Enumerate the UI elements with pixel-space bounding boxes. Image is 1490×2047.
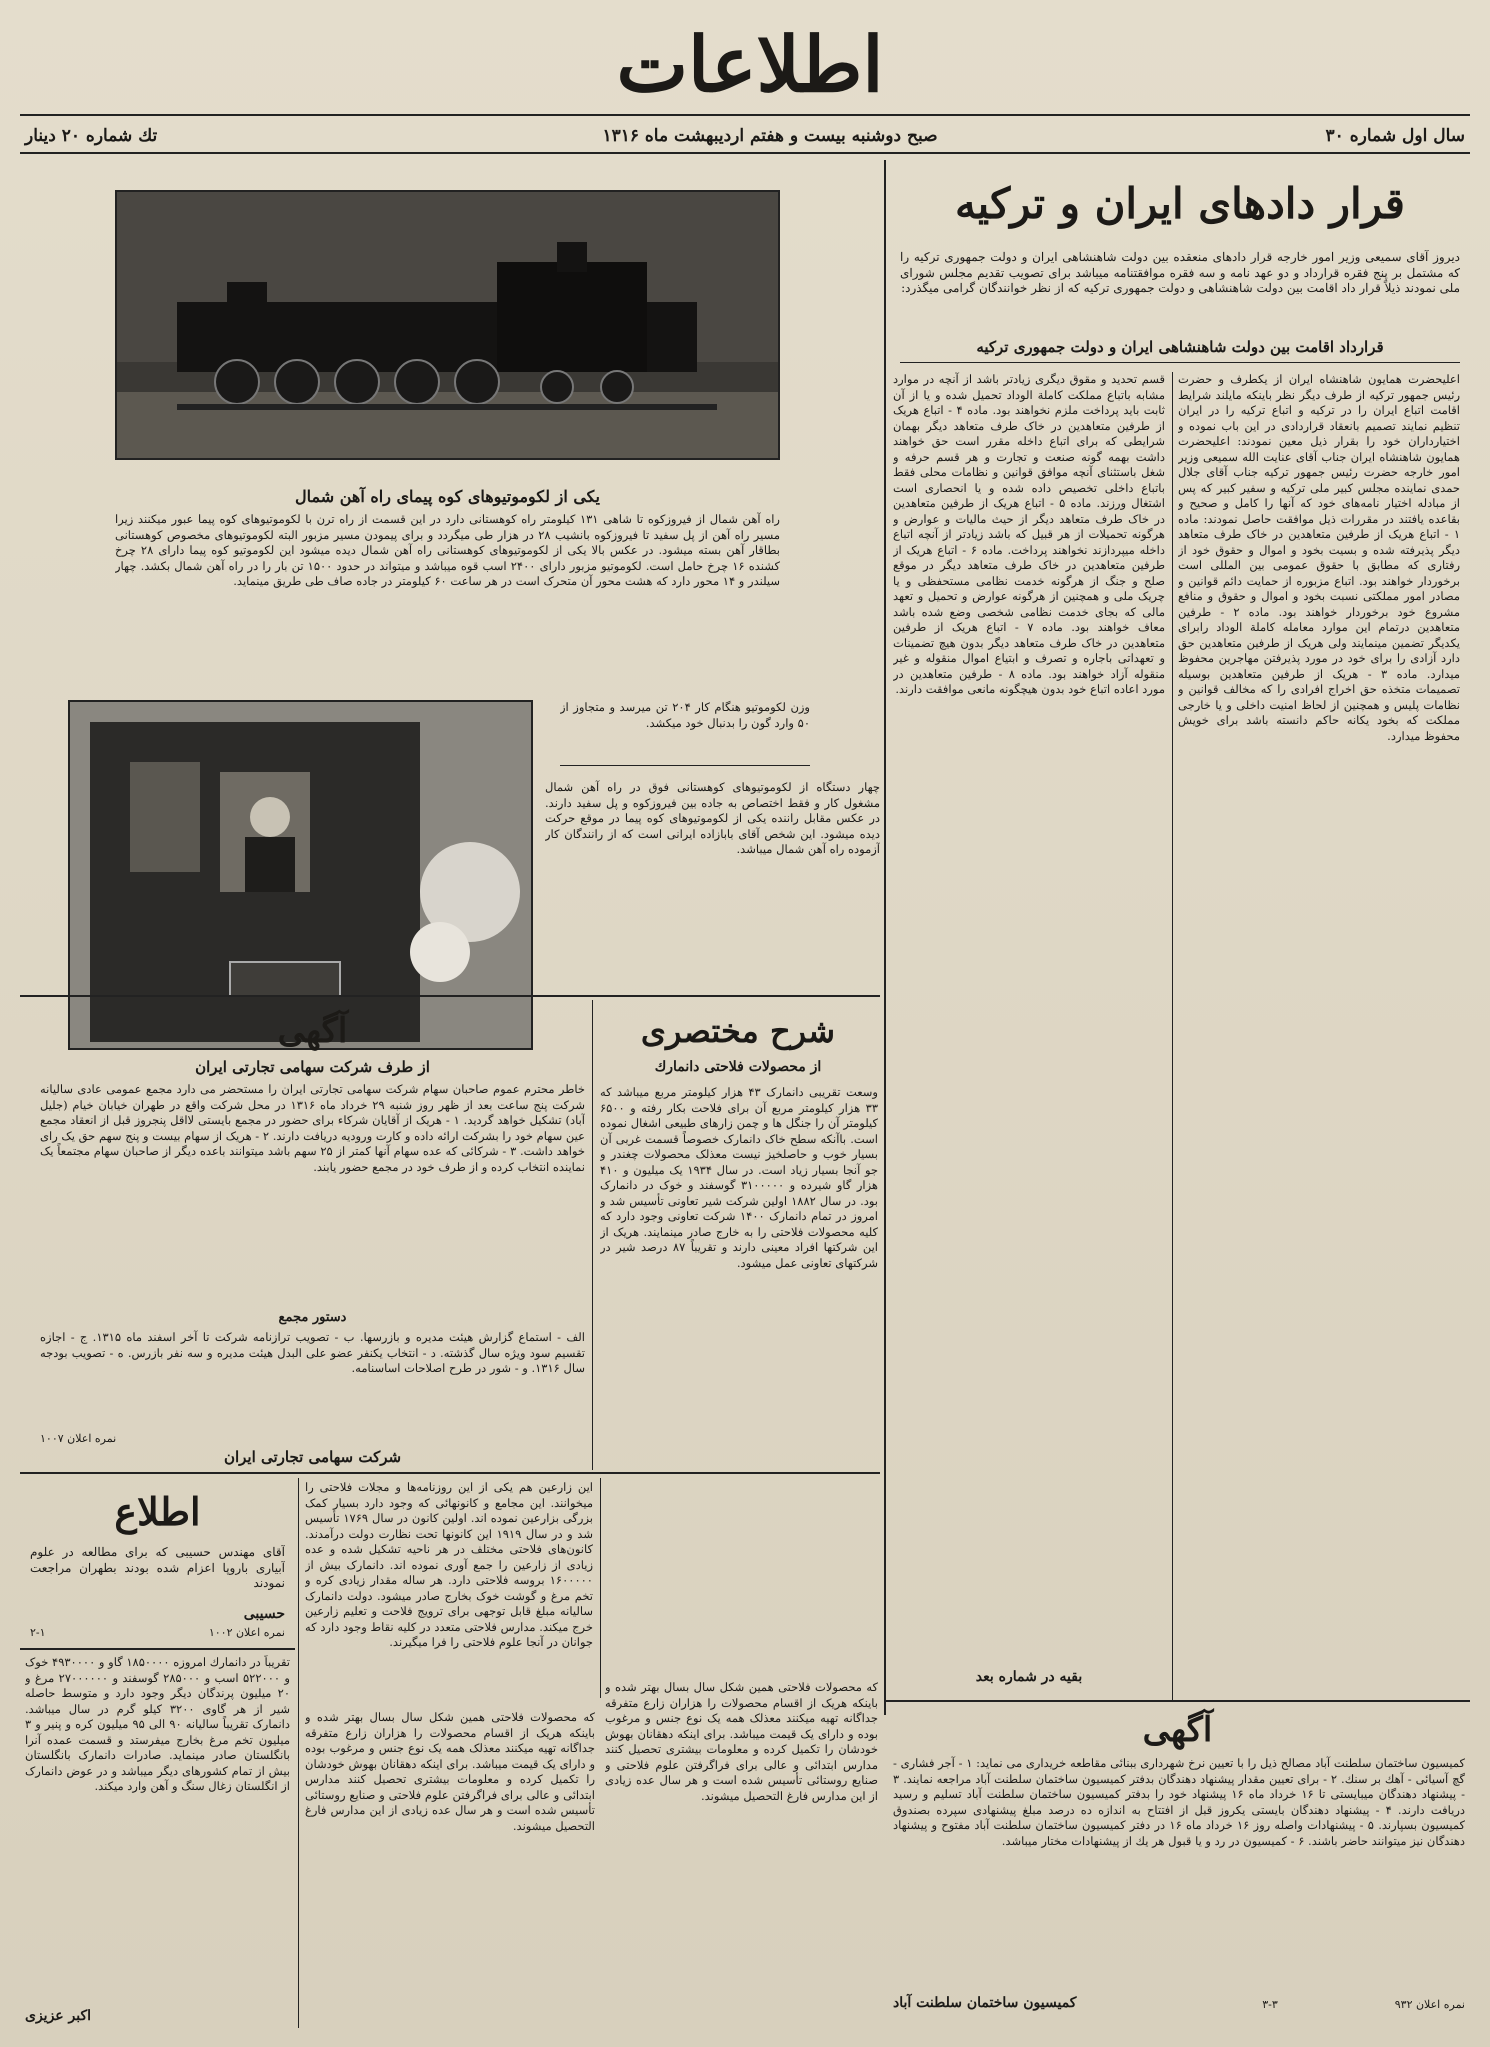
- notice2-code: ۲-۱: [30, 1626, 46, 1639]
- notice2-headline: اطلاع: [114, 1489, 201, 1534]
- notice1-agenda: الف - استماع گزارش هیئت مدیره و بازرسها. ب - تصویب ترازنامه شرکت تا آخر اسفند ماه ۱۳۱۵. ج - اجازه تقسیم سود ویژه سال گذشته. د - انتخاب یکنفر عضو علی البدل هیئت مدیره و سه نفر بازرس. ه - تصویب بودجه سال ۱۳۱۶. و - شور در طرح اصلاحات اساسنامه.: [40, 1330, 585, 1375]
- notice1-signature: شرکت سهامی تجارتی ایران: [223, 1448, 402, 1466]
- lower-section-rule: [20, 1472, 880, 1474]
- danish-author: اکبر عزیزی: [25, 2008, 92, 2024]
- masthead-rule: [20, 114, 1470, 116]
- locomotive-illustration: [117, 192, 780, 460]
- locomotive-side-text: چهار دستگاه از لکوموتیوهای کوهستانی فوق در راه آهن شمال مشغول کار و فقط اختصاص به جاده بین فیروزکوه و پل سفید دارند. در عکس مقابل راننده یکی از لکوموتیوهای کوه پیما در موقع حرکت دیده میشود. این شخص آقای بابازاده ایرانی است که از رانندگان کار آزموده راه آهن شمال میباشد.: [545, 780, 880, 856]
- notice1-agenda-title: دستور مجمع: [278, 1310, 347, 1325]
- danish-cont: این زارعین هم یکی از این روزنامه‌ها و مجلات فلاحتی را میخوانند. این مجامع و کانونهائی که وجود دارد بسیار کمک بزرگی بزارعین نموده اند. اولین کانون در سال ۱۷۶۹ تأسیس شد و در سال ۱۹۱۹ این کانونها تحت نظارت دولت درآمدند. کانون‌های فلاحتی مختلف در هر ناحیه تشکیل شده و عده زیادی از زارعین را جمع آوری نموده اند. دانمارک بیش از ۱۶۰۰۰۰۰ بروسه فلاحتی دارد. هر ساله مقدار زیادی کره و تخم مرغ و گوشت خوک بخارج صادر میشود. دولت دانمارک سالیانه مبلغ قابل توجهی برای ترویج فلاحت و تعلیم زارعین خرج میکند. مدارس فلاحتی متعدد در کلیه نقاط وجود دارد که جوانان در آنجا علوم فلاحتی را فرا میگیرند.: [305, 1480, 593, 1649]
- notice1-body: خاطر محترم عموم صاحبان سهام شرکت سهامی تجارتی ایران را مستحضر می دارد مجمع عمومی عادی سالیانه شرکت پنج ساعت بعد از ظهر روز شنبه ۲۹ خرداد ماه ۱۳۱۶ در محل شرکت واقع در طهران خیابان خیام (جلیل آباد) تشکیل خواهد گردید. ۱ - هریک از آقایان شرکاء برای حضور در مجمع بایستی لااقل پنجروز قبل از انعقاد مجمع عین سهام خود را بشرکت ارائه داده و کارت ورودیه دریافت دارند. ۲ - هریک از سهام بیست و پنج سهم حق یک رای خواهد داشت. ۳ - شرکائی که عده سهام آنها کمتر از ۲۵ سهم باشد میتوانند باعده دیگر از صاحبان سهام مجتمعاً یک نماینده انتخاب کرده و از طرف خود در مجمع حضور یابند.: [40, 1082, 585, 1174]
- treaty-headline: قرار دادهای ایران و ترکیه: [955, 179, 1405, 228]
- driver-illustration: [70, 702, 533, 1050]
- locomotive-photo: [115, 190, 780, 460]
- danish-divider: [592, 1000, 593, 1470]
- column-divider: [884, 160, 886, 1715]
- treaty-column-2: قسم تحدید و مقوق دیگری زیادتر باشد از آنچه در موارد مشابه باتباع مملکت کاملة الوداد تحمیل شده و یا از آن ثابت باید پرداخت ملزم نخواهند بود. ماده ۴ - اتباع هریک از طرفین متعاهدین در خاک طرف متعاهد دیگر بهمان شرایطی که برای اتباع داخله مقرر است حق خواهند داشت بهمه گونه صنعت و تجارت و هر قسم حرفه و شغل باستثنای آنچه موافق قوانین و نظامات محلی فقط باتباع داخلی تخصیص داده شده و یا انحصاری است اشتغال ورزند. ماده ۵ - اتباع هریک از طرفین متعاهدین در خاک طرف متعاهد دیگر از حیث مالیات و عوارض و هرگونه تحمیلات از هر قبیل که باشد زیادتر از آنچه اتباع داخله میپردازند نخواهند پرداخت. ماده ۶ - اتباع هریک از طرفین متعاهدین در خاک طرف متعاهد دیگر در موقع صلح و جنگ از هرگونه خدمت نظامی مستحفظی و یا چریک ملی و همچنین از هرگونه عوارض و تحمیل و تعهد مالی که بجای خدمت نظامی شخصی وضع شده باشد معاف خواهند بود. ماده ۷ - اتباع هریک از طرفین متعاهدین در خاک طرف متعاهد دیگر بدون هیچ تضمینات و تعهداتی باجاره و تصرف و ابتیاع اموال منقوله و غیر منقوله آزاد خواهند بود. ماده ۸ - طرفین متعاهدین در مورد اعاده اتباع خود بدون هیچگونه مانعی موافقت دارند.: [893, 372, 1165, 696]
- notice2-number: نمره اعلان ۱۰۰۲: [208, 1626, 285, 1639]
- notice3-code: ۳-۳: [1262, 1998, 1278, 2011]
- weight-rule: [560, 765, 810, 766]
- masthead-title: اطلاعات: [616, 20, 884, 109]
- notice3-body: کمیسیون ساختمان سلطنت آباد مصالح ذیل را با تعیین نرخ شهرداری ببنائی مقاطعه خریداری می نماید: ۱ - آجر فشاری - گچ آسیائی - آهك بر سنك. ۲ - برای تعیین مقدار پیشنهاد دهندگان بدفتر کمیسیون ساختمان سلطنت آباد مراجعه نمایند. ۳ - پیشنهاد دهندگان میبایستی تا ۱۶ خرداد ماه ۱۶ پیشنهاد خود را بدفتر کمیسیون ساختمان سلطنت آباد تسلیم و رسید دریافت دارند. ۴ - پیشنهاد دهندگان بایستی یکروز قبل از افتتاح به اندازه ده درصد مبلغ پیشنهادی سپرده بصندوق کمیسیون بسپارند. ۵ - پیشنهادات واصله روز ۱۶ خرداد ماه ۱۶ در دفتر کمیسیون ساختمان سلطنت آباد مفتوح و پیشنهاد دهندگان نیز میتوانند حاضر باشند. ۶ - کمیسیون در رد و یا قبول هر یك از پیشنهادات مختار میباشد.: [893, 1756, 1465, 1848]
- lower-col-divider-2: [600, 1478, 601, 1698]
- treaty-intro: دیروز آقای سمیعی وزیر امور خارجه قرار دادهای منعقده بین دولت شاهنشاهی ایران و دولت جمهوری ترکیه را که مشتمل بر پنج فقره قرارداد و دو عهد نامه و سه فقره موافقتنامه میباشد برای تصویب تقدیم مجلس شورای ملی نمودند ذیلاً قرار داد اقامت بین دولت شاهنشاهی و دولت جمهوری ترکیه که از نظر خوانندگان گرامی میگذرد:: [900, 250, 1460, 295]
- volume-number: سال اول شماره ۳۰: [1325, 126, 1465, 146]
- notice1-number: نمره اعلان ۱۰۰۷: [40, 1432, 117, 1445]
- section-rule: [20, 995, 880, 997]
- danish-cont3: تقریباً در دانمارك امروزه ۱۸۵۰۰۰۰ گاو و ۴۹۳۰۰۰۰ خوک و ۵۲۲۰۰۰ اسب و ۲۸۵۰۰۰ گوسفند و ۲۷۰۰۰۰۰۰ مرغ و ۲۰ میلیون پرندگان دیگر وجود دارد و متوسط حاصله شیر از هر گاوی ۳۲۰۰ کیلو گرم در سال میباشد. دانمارک تقریباً سالیانه ۹۰ الی ۹۵ میلیون کره و پنیر و ۳ میلیون تخم مرغ بخارج میفرستد و قسمت عمده آنرا بانگلستان صادر مینماید. صادرات دانمارک بانگلستان بیش از تمام کشورهای دیگر میباشد و در عوض دانمارک از انگلستان زغال سنگ و آهن وارد میکند.: [25, 1655, 290, 1793]
- notice2-body: آقای مهندس حسیبی که برای مطالعه در علوم آبیاری باروپا اعزام شده بودند بطهران مراجعت نمودند: [30, 1545, 285, 1590]
- danish-body: وسعت تقریبی دانمارک ۴۳ هزار کیلومتر مربع میباشد که ۳۳ هزار کیلومتر مربع آن برای فلاحت بکار رفته و ۶۵۰۰ کیلومتر آن را جنگل ها و چمن زارهای طبیعی اشغال نموده است. باآنکه سطح خاک دانمارک خصوصاً قسمت غربی آن بسیار خوب و حاصلخیز نیست معذلک محصولات چغندر و جو آنجا بسیار زیاد است. در سال ۱۹۳۴ یک میلیون و ۴۱۰ هزار گاو شیرده و ۳۱۰۰۰۰۰ گوسفند و خوک در دانمارک بود. در سال ۱۸۸۲ اولین شرکت شیر تعاونی تأسیس شد و امروز در تمام دانمارک ۱۴۰۰ شرکت تعاونی وجود دارد که کلیه محصولات فلاحتی را به خارج صادر مینمایند. هریک از این شرکتها افراد معینی دارند و تقریباً ۸۷ درصد شیر در شرکتهای تعاونی عمل میشود.: [600, 1085, 878, 1270]
- notice1-subhead: از طرف شرکت سهامی تجارتی ایران: [195, 1058, 430, 1076]
- treaty-column-1: اعلیحضرت همایون شاهنشاه ایران از یکطرف و حضرت رئیس جمهور ترکیه از طرف دیگر نظر باینکه مایلند شرایط اقامت اتباع ایران را در ترکیه و اتباع ترکیه را در ایران تنظیم نمایند تصمیم بانعقاد قراردادی در این باب نموده و اختیارداران خود را بقرار ذیل معین نمودند: اعلیحضرت همایون شاهنشاه ایران جناب آقای عنایت الله سمیعی وزیر امور خارجه حضرت رئیس جمهور ترکیه جناب آقای جلال حمدی نماینده مجلس کبیر ملی ترکیه و سفیر کبیر که پس از مبادله اختیار نامه‌های خود که آنها را کامل و صحیح و بقاعده یافتند در مقررات ذیل موافقت حاصل نمودند: ماده ۱ - اتباع هریک از طرفین متعاهدین در خاک طرف متعاهد دیگر پذیرفته شده و بسیت بخود و اموال و حقوق خود از رفتاری که مطابق با حقوق عمومی بین المللی است برخوردار خواهند بود. اتباع مزبوره از حمایت دائم قوانین و مصادر امور مملکتی نسبت بخود و اموال و حقوق و منافع مشروع خود برخوردار خواهند بود. ماده ۲ - طرفین متعاهدین درتمام این موارد معامله کاملة الوداد رابرای یکدیگر تضمین مینمایند ولی هریک از طرفین متعاهدین حق دارد آزادی را برای خود در مورد پذیرفتن مهاجرین محفوظ میدارد. ماده ۳ - هریک از طرفین متعاهدین بوسیله تصمیمات متخذه حق اخراج افرادی را که مخالف قوانین و نظامات پلیس و همچنین از لحاظ امنیت داخلی و یا خارجی مملکت که بخود یکانه حاکم دانسته باشد برای خویش محفوظ میدارد.: [1178, 372, 1460, 743]
- locomotive-caption: یکی از لکوموتیوهای کوه پیمای راه آهن شمال: [295, 487, 600, 506]
- treaty-col-divider: [1172, 372, 1173, 1702]
- notice2-name: حسیبی: [243, 1606, 285, 1622]
- notice3-number: نمره اعلان ۹۳۲: [1394, 1998, 1465, 2011]
- issue-price: تك شماره ۲۰ دینار: [25, 126, 158, 146]
- danish-cont-lower: که محصولات فلاحتی همین شکل سال بسال بهتر شده و باینکه هریک از اقسام محصولات را هزاران زارع متفرقه جداگانه تهیه میکنند معذلک همه یک نوع جنس و مرغوب بوده و دارای یک قیمت میباشد. برای اینکه دهقانان بهوش خودشان را تکمیل کرده و معلومات بیشتری تحصیل کنند مدارس ابتدائی و عالی برای فراگرفتن علوم فلاحتی و صنایع روستائی تأسیس شده است و هر سال عده زیادی از این مدارس فارغ التحصیل میشوند.: [305, 1710, 595, 1833]
- danish-subhead: از محصولات فلاحتی دانمارك: [654, 1059, 822, 1075]
- danish-cont2: که محصولات فلاحتی همین شکل سال بسال بهتر شده و باینکه هریک از اقسام محصولات را هزاران زارع متفرقه جداگانه تهیه میکنند معذلک همه یک نوع جنس و مرغوب بوده و دارای یک قیمت میباشد. برای اینکه دهقانان بهوش خودشان را تکمیل کرده و معلومات بیشتری تحصیل کنند مدارس ابتدائی و عالی برای فراگرفتن علوم فلاحتی و صنایع روستائی تأسیس شده است و هر سال عده زیادی از این مدارس فارغ التحصیل میشوند.: [605, 1680, 878, 1803]
- locomotive-weight: وزن لکوموتیو هنگام کار ۲۰۴ تن میرسد و متجاوز از ۵۰ وارد گون را بدنبال خود میکشد.: [560, 700, 810, 730]
- treaty-sub-rule: [900, 362, 1460, 363]
- danish-headline: شرح مختصری: [640, 1012, 836, 1050]
- notice3-signature: کمیسیون ساختمان سلطنت آباد: [893, 1995, 1077, 2011]
- treaty-continued: بقیه در شماره بعد: [975, 1669, 1083, 1685]
- treaty-subhead: قرارداد اقامت بین دولت شاهنشاهی ایران و دولت جمهوری ترکیه: [976, 338, 1384, 356]
- issue-date: صبح دوشنبه بیست و هفتم اردیبهشت ماه ۱۳۱۶: [602, 126, 938, 146]
- driver-photo: [68, 700, 533, 1050]
- dateline-rule: [20, 152, 1470, 154]
- notice2-rule: [20, 1648, 295, 1650]
- notice3-top-rule: [884, 1700, 1470, 1702]
- notice1-headline: آگهی: [277, 1011, 348, 1051]
- notice3-headline: آگهی: [1142, 1710, 1213, 1750]
- locomotive-body: راه آهن شمال از فیروزکوه تا شاهی ۱۳۱ کیلومتر راه کوهستانی دارد در این قسمت از راه ترن با لکوموتیوهای کوه پیما عبور میکنند زیرا مسیر راه آهن از پل سفید تا فیروزکوه بانشیب ۲۸ در هزار طی میگردد و برای پیمودن مسیر مزبور البته لکوموتیوهای مخصوص کوهستانی بطاقار آهن بسته میشود. در عکس بالا یکی از لکوموتیوهای کوهستانی راه آهن شمال دیده میشود این لکوموتیو کوه پیما دارای ۲۸ چرخ کشنده ۱۶ چرخ حامل است. لکوموتیو مزبور دارای ۲۴۰۰ اسب قوه میباشد و میتواند در حدود ۱۵۰۰ تن بار را در راه آهن شمال بکشد. چهار سیلندر و ۱۴ محور دارد که هشت محور آن متحرک است در هر ساعت ۶۰ کیلومتر در جاده صاف طی طریق مینماید.: [115, 512, 780, 588]
- lower-col-divider-1: [298, 1478, 299, 2028]
